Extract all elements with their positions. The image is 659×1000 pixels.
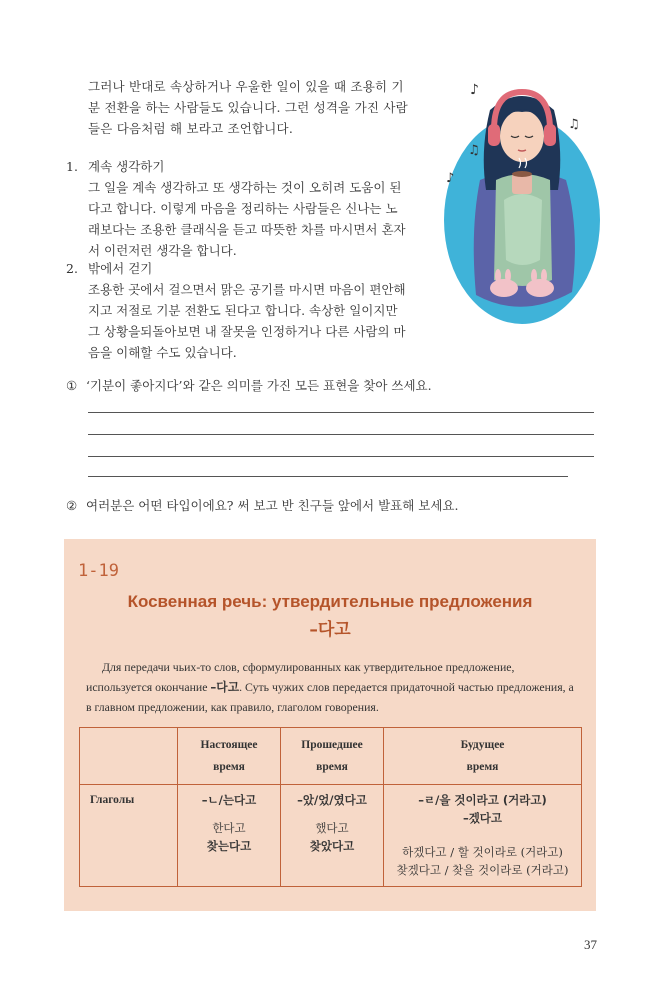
list-item-2 xyxy=(88,258,418,363)
question-1-mark: ① xyxy=(66,378,78,393)
question-2 xyxy=(66,496,458,516)
music-note-icon: ♫ xyxy=(468,143,480,158)
music-note-icon: ♪ xyxy=(470,82,479,98)
header-future: Будущее время xyxy=(384,728,582,785)
grammar-ending: –다고 xyxy=(210,680,240,694)
grammar-table xyxy=(79,727,582,887)
question-2-text: 여러분은 어떤 타입이에요? 써 보고 반 친구들 앞에서 발표해 보세요. xyxy=(86,498,459,513)
list-line: 다고 합니다. 이렇게 마음을 정리하는 사람들은 신나는 노 xyxy=(88,201,398,216)
list-number-2: 2. xyxy=(66,261,78,276)
answer-line[interactable] xyxy=(88,412,594,413)
header-present: Настоящее время xyxy=(178,728,281,785)
grammar-box xyxy=(64,539,596,911)
header-past: Прошедшее время xyxy=(281,728,384,785)
grammar-number: 1-19 xyxy=(78,561,119,581)
intro-line: 그러나 반대로 속상하거나 우울한 일이 있을 때 조용히 기 xyxy=(88,79,404,94)
table-row xyxy=(80,785,582,887)
list-number-1: 1. xyxy=(66,159,78,174)
grammar-explanation: Для передачи чьих-то слов, сформулированных как утвердительное предложение, используется окончание –다고. Суть чужих слов передается придаточной частью предложения, а в главном предложении, как правило, глаголом говорения. xyxy=(86,660,574,714)
list-line: 서 이런저런 생각을 합니다. xyxy=(88,243,237,258)
list-heading-2: 밖에서 걷기 xyxy=(88,261,153,276)
list-item-1 xyxy=(88,156,418,261)
answer-line[interactable] xyxy=(88,456,594,457)
cell-future: –ㄹ/을 것이라고 (거라고) –겠다고 하겠다고 / 할 것이라로 (거라고) 찾겠다고 / 찾을 것이라로 (거라고) xyxy=(384,785,582,887)
answer-line[interactable] xyxy=(88,434,594,435)
list-heading-1: 계속 생각하기 xyxy=(88,159,165,174)
intro-line: 분 전환을 하는 사람들도 있습니다. 그런 성격을 가진 사람 xyxy=(88,100,408,115)
girl-with-headphones-illustration xyxy=(440,80,605,325)
bunny-slipper xyxy=(490,279,518,297)
table-corner-cell xyxy=(80,728,178,785)
table-header-row xyxy=(80,728,582,785)
list-line: 래보다는 조용한 클래식을 듣고 따뜻한 차를 마시면서 혼자 xyxy=(88,222,406,237)
page-number: 37 xyxy=(584,937,597,952)
list-line: 조용한 곳에서 걸으면서 맑은 공기를 마시면 마음이 편안해 xyxy=(88,282,406,297)
face xyxy=(500,110,544,162)
music-note-icon: ♫ xyxy=(568,117,580,132)
question-1 xyxy=(66,376,432,396)
list-line: 음을 이해할 수도 있습니다. xyxy=(88,345,237,360)
list-line: 그 상황을되돌아보면 내 잘못을 인정하거나 다른 사람의 마 xyxy=(88,324,406,339)
grammar-title: Косвенная речь: утвердительные предложения xyxy=(127,592,533,611)
music-note-icon: ♪ xyxy=(446,171,455,186)
list-line: 지고 저절로 기분 전환도 된다고 합니다. 속상한 일이지만 xyxy=(88,303,398,318)
list-line: 그 일을 계속 생각하고 또 생각하는 것이 오히려 도움이 된 xyxy=(88,180,402,195)
grammar-subtitle: –다고 xyxy=(309,620,351,640)
bunny-slipper xyxy=(526,279,554,297)
question-1-text: ‘기분이 좋아지다’와 같은 의미를 가진 모든 표현을 찾아 쓰세요. xyxy=(86,378,432,393)
intro-paragraph xyxy=(88,76,418,139)
question-2-mark: ② xyxy=(66,498,78,513)
row-label-verbs: Глаголы xyxy=(80,785,178,887)
intro-line: 들은 다음처럼 해 보라고 조언합니다. xyxy=(88,121,293,136)
cell-present: –ㄴ/는다고 한다고 찾는다고 xyxy=(178,785,281,887)
cell-past: –았/었/였다고 했다고 찾았다고 xyxy=(281,785,384,887)
answer-line[interactable] xyxy=(88,476,568,477)
